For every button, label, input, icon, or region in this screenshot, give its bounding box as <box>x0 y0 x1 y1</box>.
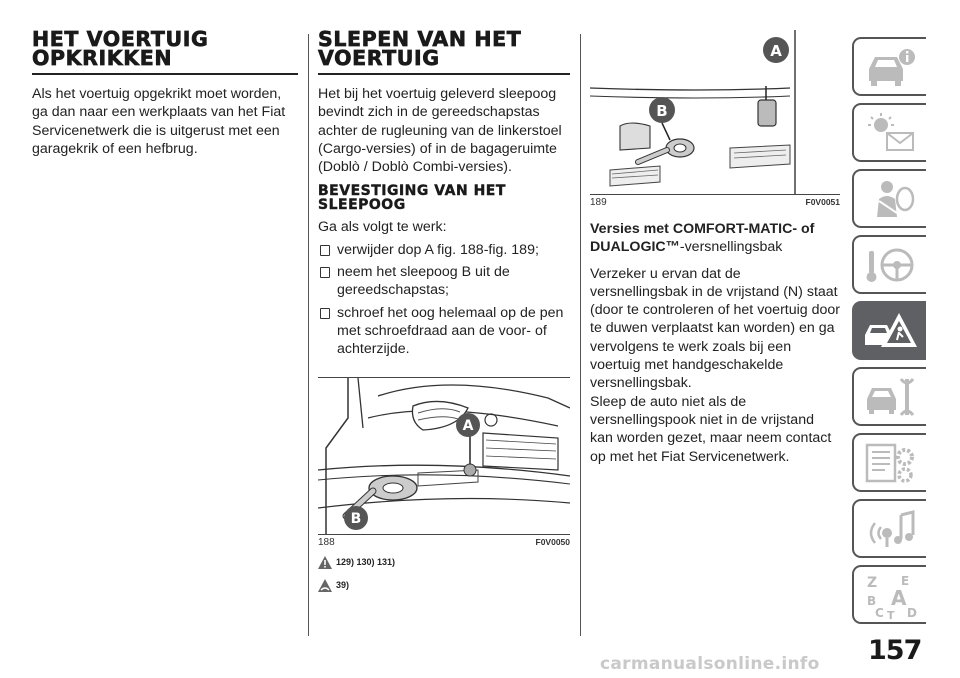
automatic-gearbox-paragraph: Verzeker u ervan dat de versnellingsbak in de vrijstand (N) staat (door te controleren of het voertuig door te duwen verplaatst kan worden) en ga vervolgens te werk zoals bij een voertuig met handgeschakelde versnellingsbak. <box>590 265 841 392</box>
automatic-gearbox-heading-normal: -versnellingsbak <box>679 239 783 256</box>
technical-data-icon <box>863 441 919 485</box>
column-divider-2 <box>580 34 581 636</box>
front-bumper-illustration <box>318 378 570 534</box>
index-letter-c: C <box>875 606 884 619</box>
automatic-gearbox-heading-bold: Versies met COMFORT-MATIC- of DUALOGIC™ <box>590 221 815 256</box>
step-2: neem het sleepoog B uit de gereedschapstas; <box>318 263 570 300</box>
warning-ref-2 <box>318 579 570 592</box>
figure-189-number: 189 <box>590 197 607 208</box>
figure-188-code: F0V0050 <box>535 536 570 547</box>
warning-ref-2-text: 39) <box>336 580 350 591</box>
index-letter-d: D <box>907 606 917 619</box>
warning-ref-1-text: 129) 130) 131) <box>336 557 396 568</box>
car-maintenance-icon <box>863 375 919 419</box>
section-title-towing: SLEPEN VAN HET VOERTUIG <box>318 30 570 75</box>
watermark: carmanualsonline.info <box>600 654 820 674</box>
figure-188 <box>318 377 570 535</box>
index-letter-z: Z <box>867 575 878 591</box>
steps-lead: Ga als volgt te werk: <box>318 219 447 236</box>
airbag-seat-icon <box>863 177 919 221</box>
emergency-accident-icon <box>863 309 919 353</box>
tab-emergency[interactable] <box>852 301 926 360</box>
caution-icon <box>318 579 332 592</box>
middle-column <box>318 27 570 592</box>
warning-ref-1 <box>318 556 570 569</box>
left-column <box>32 27 298 158</box>
chapter-tabs <box>852 37 926 631</box>
key-steering-wheel-icon <box>863 243 919 287</box>
figure-188-number: 188 <box>318 536 335 548</box>
index-letter-t: T <box>887 609 895 619</box>
tab-safety[interactable] <box>852 169 926 228</box>
figure-189-label-b: B <box>656 102 668 120</box>
automatic-gearbox-heading <box>590 220 840 257</box>
right-column <box>590 30 840 466</box>
section-title-jacking: HET VOERTUIG OPKRIKKEN <box>32 30 298 75</box>
figure-188-label-a: A <box>462 417 474 434</box>
towing-intro: Het bij het voertuig geleverd sleepoog bevindt zich in de gereedschapstas achter de rugleuning van de linkerstoel (Cargo-versies) of in de bagageruimte (Doblò / Doblò Combi-versies). <box>318 86 562 176</box>
tab-technical-data[interactable] <box>852 433 926 492</box>
tab-car-info[interactable] <box>852 37 926 96</box>
tab-warning-lights[interactable] <box>852 103 926 162</box>
figure-189 <box>590 30 840 195</box>
step-1: verwijder dop A fig. 188-fig. 189; <box>318 241 570 259</box>
figure-188-label-b: B <box>350 510 362 527</box>
rear-tow-point-illustration <box>590 30 840 194</box>
tab-index[interactable] <box>852 565 926 624</box>
tab-maintenance[interactable] <box>852 367 926 426</box>
column-divider-1 <box>308 34 309 636</box>
page-number: 157 <box>868 635 922 666</box>
subtitle-tow-eye: BEVESTIGING VAN HET SLEEPOOG <box>318 183 506 214</box>
index-letter-a: A <box>891 586 907 610</box>
figure-189-label-a: A <box>770 42 782 60</box>
car-info-icon <box>863 45 919 89</box>
warning-lights-icon <box>863 111 919 155</box>
index-letter-e: E <box>901 574 910 588</box>
warning-triangle-icon <box>318 556 332 569</box>
tab-multimedia[interactable] <box>852 499 926 558</box>
tab-starting-driving[interactable] <box>852 235 926 294</box>
figure-188-caption <box>318 537 570 548</box>
figure-189-code: F0V0051 <box>805 197 840 207</box>
index-icon <box>863 573 919 619</box>
step-3: schroef het oog helemaal op de pen met schroefdraad aan de voor- of achterzijde. <box>318 304 570 359</box>
gear-lever-paragraph: Sleep de auto niet als de versnellingspook niet in de vrijstand kan worden gezet, maar neem contact op met het Fiat Servicenetwerk. <box>590 393 832 465</box>
multimedia-icon <box>863 507 919 551</box>
index-letter-b: B <box>867 594 877 608</box>
figure-189-caption <box>590 197 840 208</box>
jacking-paragraph: Als het voertuig opgekrikt moet worden, ga dan naar een werkplaats van het Fiat Servicenetwerk die is uitgerust met een garagekrik of een hefbrug. <box>32 86 286 157</box>
